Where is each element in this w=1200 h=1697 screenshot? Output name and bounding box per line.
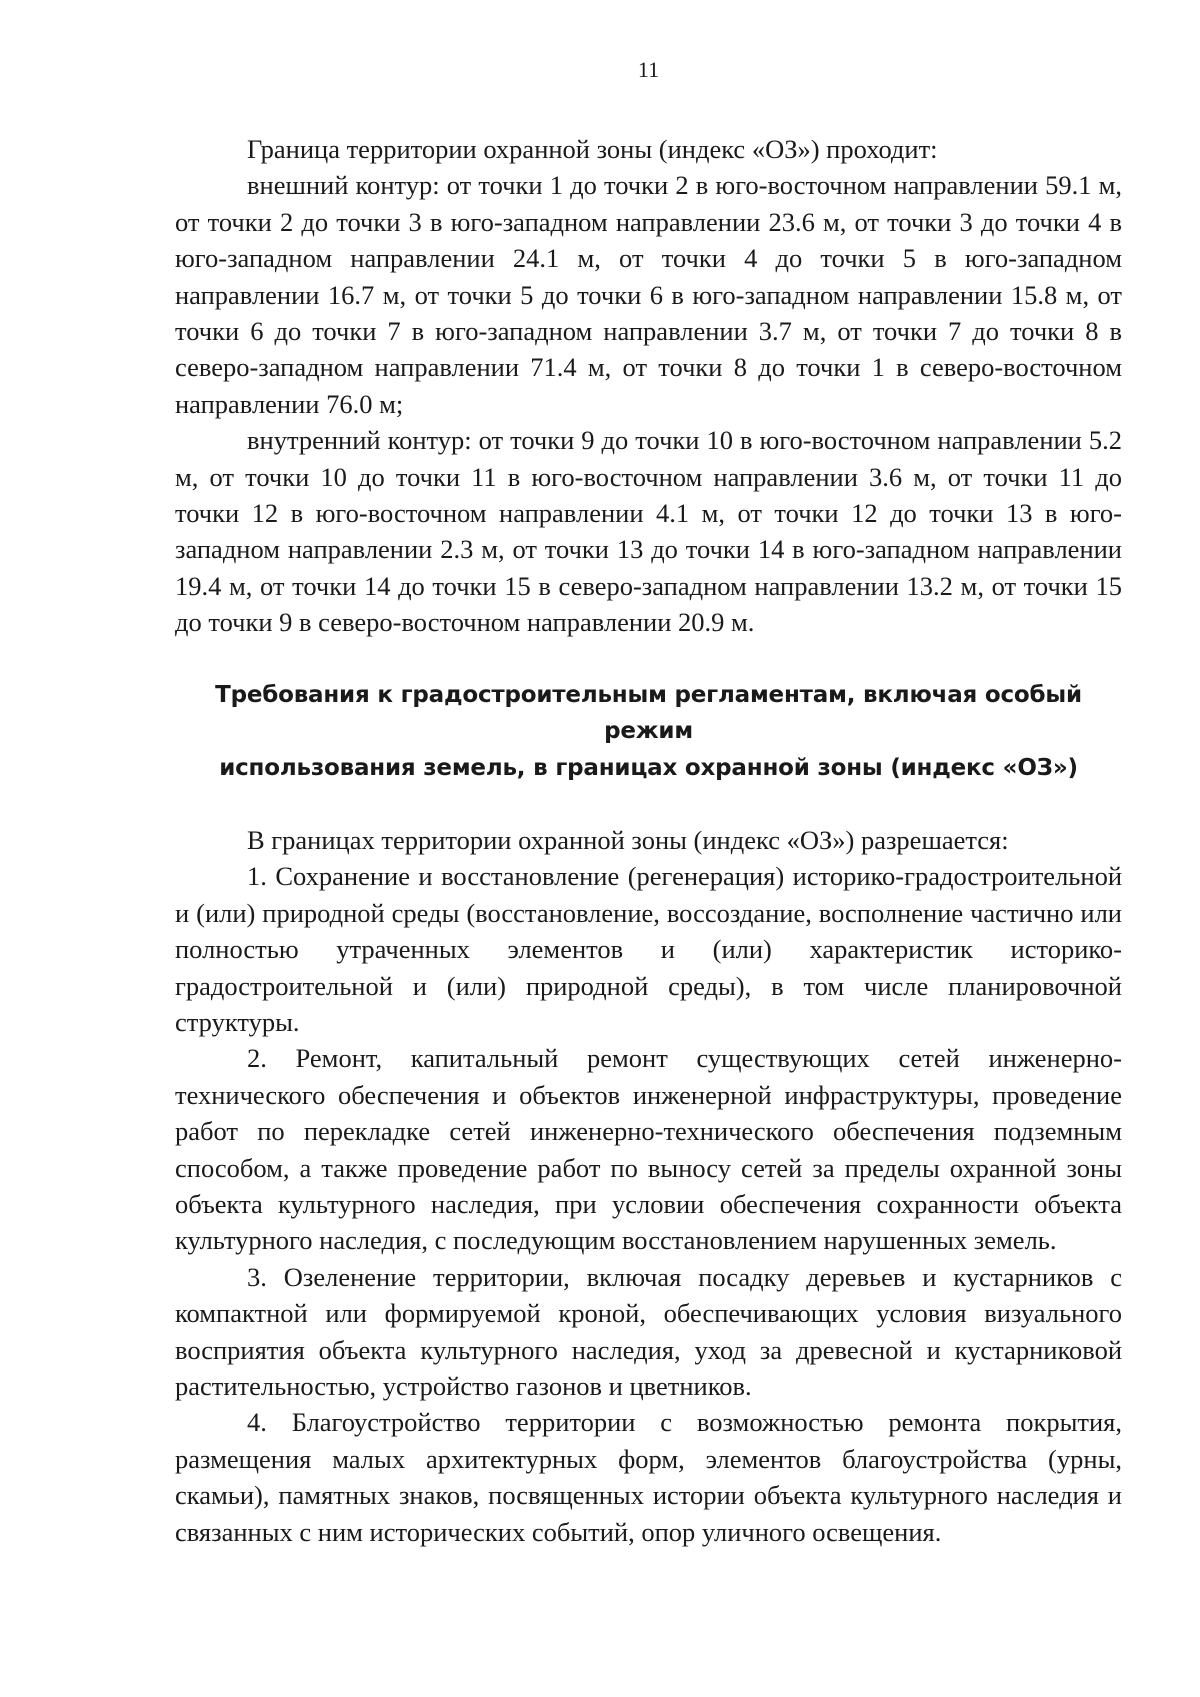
section-heading-line1: Требования к градостроительным регламентам, включая особый режим [215, 681, 1082, 745]
section-heading [175, 677, 1122, 786]
document-page [175, 55, 1122, 1550]
list-item-1: 1. Сохранение и восстановление (регенерация) историко-градостроительной и (или) природной среды (восстановление, воссоздание, восполнение частично или полностью утраченных элементов и (или) характеристик историко-градостроительной и (или) природной среды), в том числе планировочной структуры. [175, 861, 1122, 1037]
inner-contour-paragraph: внутренний контур: от точки 9 до точки 10 в юго-восточном направлении 5.2 м, от точки 10 до точки 11 в юго-восточном направлении 3.6 м, от точки 11 до точки 12 в юго-восточном направлении 4.1 м, от точки 12 до точки 13 в юго-западном направлении 2.3 м, от точки 13 до точки 14 в юго-западном направлении 19.4 м, от точки 14 до точки 15 в северо-западном направлении 13.2 м, от точки 15 до точки 9 в северо-восточном направлении 20.9 м. [175, 425, 1122, 638]
outer-contour-paragraph: внешний контур: от точки 1 до точки 2 в юго-восточном направлении 59.1 м, от точки 2 до точки 3 в юго-западном направлении 23.6 м, от точки 3 до точки 4 в юго-западном направлении 24.1 м, от точки 4 до точки 5 в юго-западном направлении 16.7 м, от точки 5 до точки 6 в юго-западном направлении 15.8 м, от точки 6 до точки 7 в юго-западном направлении 3.7 м, от точки 7 до точки 8 в северо-западном направлении 71.4 м, от точки 8 до точки 1 в северо-восточном направлении 76.0 м; [175, 170, 1122, 419]
boundary-intro: Граница территории охранной зоны (индекс «ОЗ») проходит: [247, 134, 938, 164]
spacer [175, 641, 1122, 677]
section-heading-line2: использования земель, в границах охранной зоны (индекс «ОЗ») [219, 754, 1078, 781]
permitted-intro: В границах территории охранной зоны (индекс «ОЗ») разрешается: [247, 824, 1009, 855]
list-item-3: 3. Озеленение территории, включая посадку деревьев и кустарников с компактной или формируемой кроной, обеспечивающих условия визуального восприятия объекта культурного наследия, уход за древесной и кустарниковой растительностью, устройство газонов и цветников. [175, 1261, 1122, 1401]
spacer [175, 786, 1122, 822]
list-item-4: 4. Благоустройство территории с возможностью ремонта покрытия, размещения малых архитектурных форм, элементов благоустройства (урны, скамьи), памятных знаков, посвященных истории объекта культурного наследия и связанных с ним исторических событий, опор уличного освещения. [175, 1407, 1122, 1547]
page-number: 11 [637, 57, 660, 82]
list-item-2: 2. Ремонт, капитальный ремонт существующих сетей инженерно-технического обеспечения и объектов инженерной инфраструктуры, проведение работ по перекладке сетей инженерно-технического обеспечения подземным способом, а также проведение работ по выносу сетей за пределы охранной зоны объекта культурного наследия, при условии обеспечения сохранности объекта культурного наследия, с последующим восстановлением нарушенных земель. [175, 1043, 1122, 1256]
